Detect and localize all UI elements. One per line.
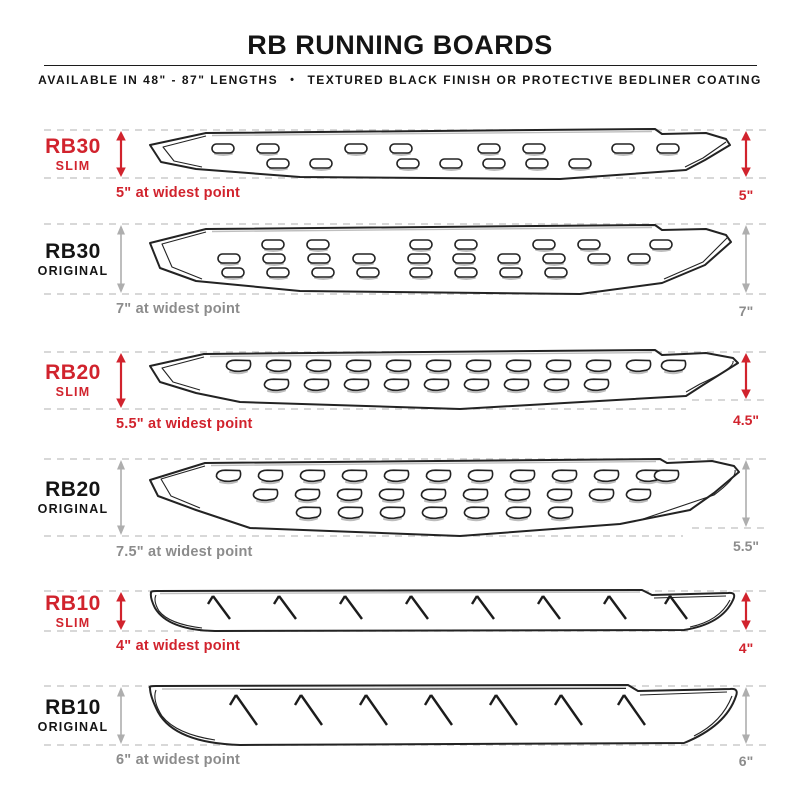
- board-drawing: [150, 129, 730, 179]
- variant-name: ORIGINAL: [37, 501, 109, 516]
- board-row-rb10-slim: [0, 578, 800, 672]
- variant-name: SLIM: [55, 615, 91, 630]
- widest-point-label: 5.5" at widest point: [116, 416, 253, 432]
- right-measure-arrow: [742, 687, 750, 744]
- model-label-block: [8, 697, 138, 734]
- board-drawing: [151, 590, 734, 631]
- right-measure-arrow: [741, 592, 751, 630]
- board-row-rb10-original: [0, 672, 800, 800]
- variant-name: ORIGINAL: [37, 719, 109, 734]
- widest-point-label: 7.5" at widest point: [116, 544, 253, 560]
- model-label-block: [8, 362, 138, 399]
- right-measure-label: 7": [738, 303, 754, 319]
- model-name: RB20: [45, 478, 101, 501]
- variant-name: SLIM: [55, 384, 91, 399]
- board-diagram-rb10-original: [0, 672, 800, 800]
- right-measure-label: 6": [738, 753, 754, 769]
- model-name: RB20: [45, 361, 101, 384]
- right-measure-label: 5": [738, 187, 754, 203]
- model-label-block: [8, 479, 138, 516]
- board-row-rb30-original: [0, 213, 800, 340]
- widest-point-label: 5" at widest point: [116, 185, 241, 201]
- widest-point-label: 7" at widest point: [116, 301, 241, 317]
- board-drawing: [150, 459, 739, 536]
- title-divider: [44, 65, 757, 66]
- model-label-block: [8, 241, 138, 278]
- board-row-rb30-slim: [0, 118, 800, 213]
- right-measure-label: 5.5": [732, 538, 760, 554]
- right-measure-arrow: [741, 131, 751, 177]
- widest-point-label: 6" at widest point: [116, 752, 241, 768]
- right-measure-label: 4.5": [732, 412, 760, 428]
- widest-point-label: 4" at widest point: [116, 638, 241, 654]
- board-drawing: [150, 225, 731, 294]
- board-drawing: [150, 685, 737, 745]
- board-row-rb20-original: [0, 448, 800, 578]
- model-name: RB10: [45, 592, 101, 615]
- right-measure-arrow: [741, 353, 751, 399]
- right-measure-arrow: [742, 460, 750, 527]
- variant-name: SLIM: [55, 158, 91, 173]
- right-measure-label: 4": [738, 640, 754, 656]
- right-measure-arrow: [742, 225, 750, 293]
- model-label-block: [8, 593, 138, 630]
- board-row-rb20-slim: [0, 340, 800, 448]
- board-drawing: [150, 350, 738, 409]
- model-label-block: [8, 136, 138, 173]
- subtitle-finish: TEXTURED BLACK FINISH OR PROTECTIVE BEDLINER COATING: [307, 73, 762, 87]
- model-name: RB30: [45, 135, 101, 158]
- subtitle: [0, 73, 800, 87]
- model-name: RB30: [45, 240, 101, 263]
- subtitle-availability: AVAILABLE IN 48" - 87" LENGTHS: [38, 73, 279, 87]
- variant-name: ORIGINAL: [37, 263, 109, 278]
- bullet-separator: •: [290, 74, 296, 86]
- model-name: RB10: [45, 696, 101, 719]
- page-title: RB RUNNING BOARDS: [247, 30, 553, 60]
